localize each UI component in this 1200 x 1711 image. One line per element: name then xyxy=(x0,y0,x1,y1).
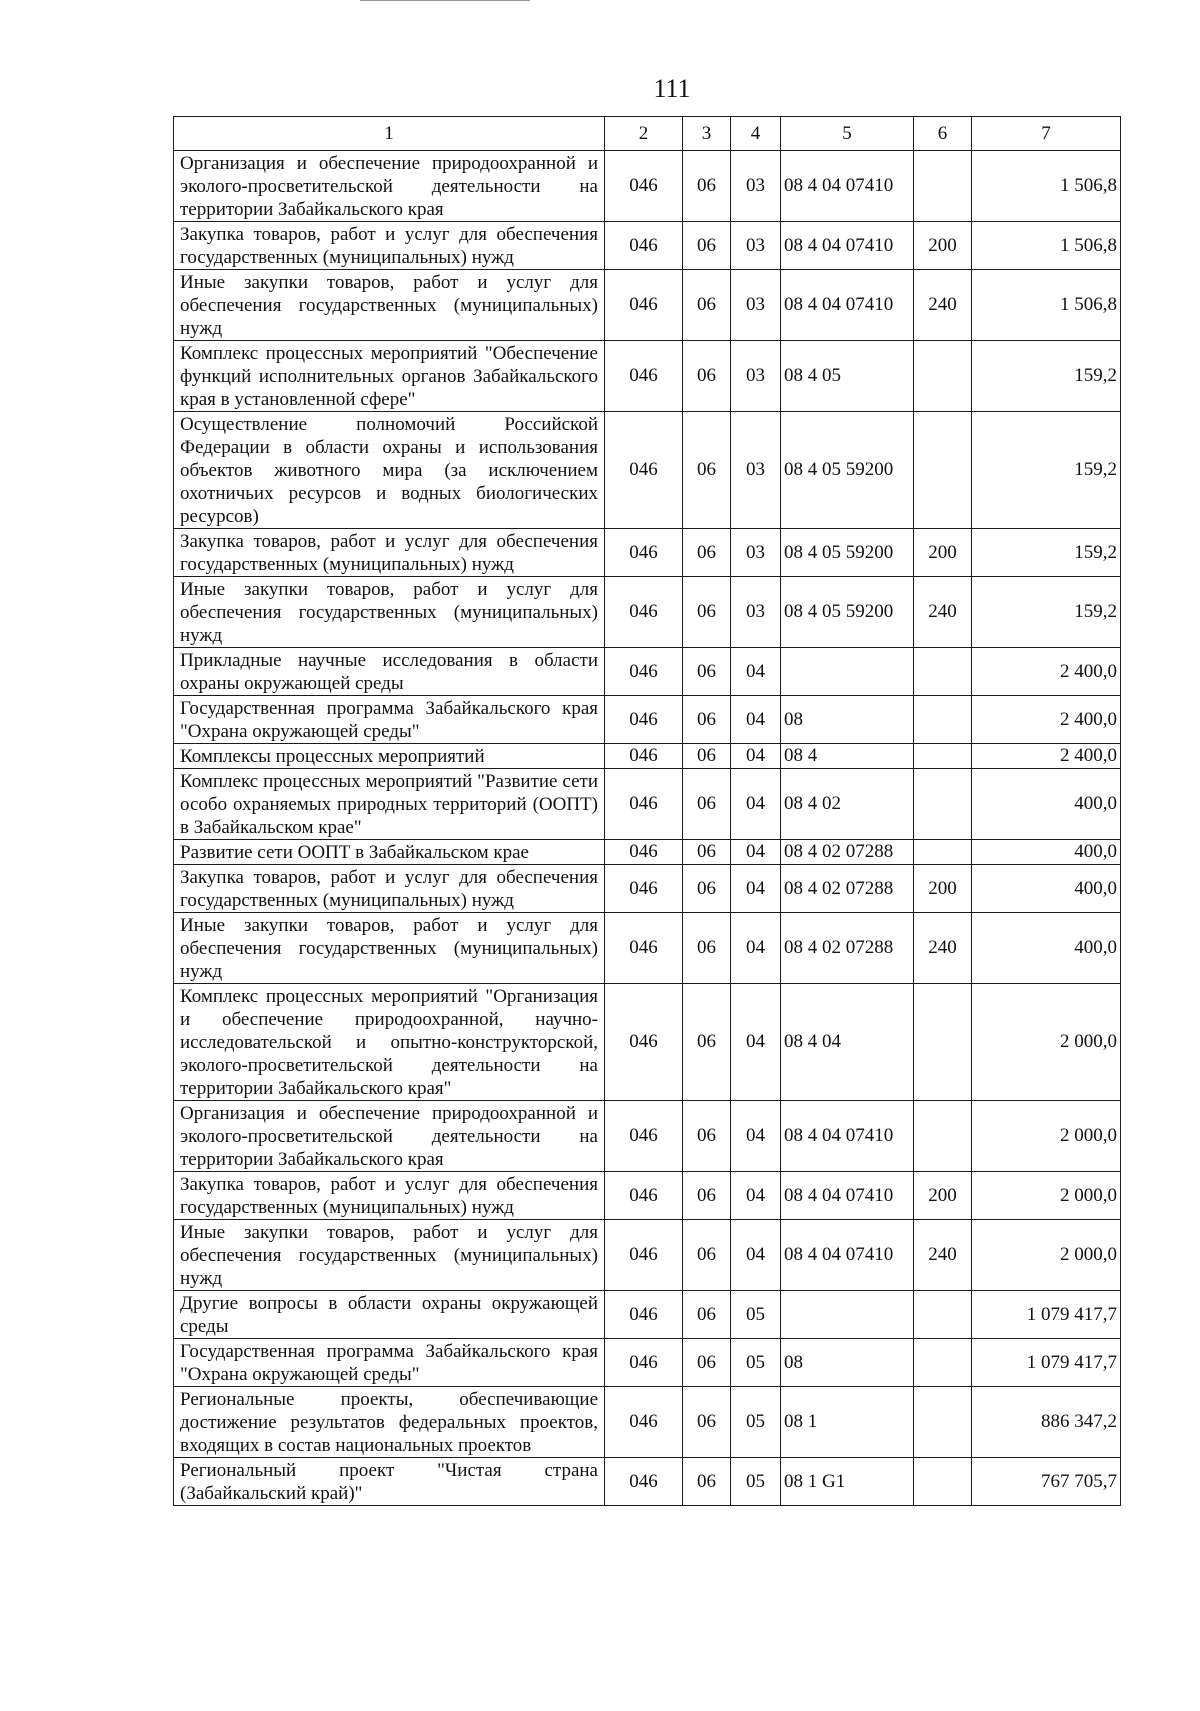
table-row xyxy=(174,1220,1121,1291)
row-admin-code-cell: 046 xyxy=(605,341,683,412)
row-section-cell: 06 xyxy=(683,1387,731,1458)
row-admin-code-cell: 046 xyxy=(605,222,683,270)
row-target-code-cell: 08 4 05 59200 xyxy=(781,577,914,648)
table-row xyxy=(174,913,1121,984)
table-row xyxy=(174,769,1121,840)
row-name-cell: Региональные проекты, обеспечивающие достижение результатов федеральных проектов, входящих в состав национальных проектов xyxy=(174,1387,605,1458)
row-admin-code-cell: 046 xyxy=(605,769,683,840)
row-subsection-cell: 04 xyxy=(731,744,781,769)
row-expense-type-cell xyxy=(914,1101,972,1172)
row-name-cell: Закупка товаров, работ и услуг для обеспечения государственных (муниципальных) нужд xyxy=(174,865,605,913)
row-expense-type-cell: 240 xyxy=(914,577,972,648)
row-name-cell: Осуществление полномочий Российской Федерации в области охраны и использования объектов животного мира (за исключением охотничьих ресурсов и водных биологических ресурсов) xyxy=(174,412,605,529)
row-subsection-cell: 03 xyxy=(731,222,781,270)
row-admin-code-cell: 046 xyxy=(605,1101,683,1172)
row-section-cell: 06 xyxy=(683,412,731,529)
header-col-5: 5 xyxy=(781,117,914,151)
row-name-cell: Региональный проект "Чистая страна (Забайкальский край)" xyxy=(174,1458,605,1506)
table-row xyxy=(174,648,1121,696)
row-admin-code-cell: 046 xyxy=(605,984,683,1101)
row-target-code-cell xyxy=(781,1291,914,1339)
row-target-code-cell: 08 4 02 07288 xyxy=(781,913,914,984)
header-col-7: 7 xyxy=(972,117,1121,151)
row-admin-code-cell: 046 xyxy=(605,270,683,341)
table-row xyxy=(174,1101,1121,1172)
row-expense-type-cell: 200 xyxy=(914,529,972,577)
row-target-code-cell: 08 4 xyxy=(781,744,914,769)
row-section-cell: 06 xyxy=(683,222,731,270)
row-admin-code-cell: 046 xyxy=(605,529,683,577)
row-subsection-cell: 05 xyxy=(731,1387,781,1458)
row-name-cell: Иные закупки товаров, работ и услуг для обеспечения государственных (муниципальных) нужд xyxy=(174,577,605,648)
row-subsection-cell: 03 xyxy=(731,577,781,648)
table-row xyxy=(174,341,1121,412)
row-section-cell: 06 xyxy=(683,577,731,648)
row-subsection-cell: 04 xyxy=(731,1101,781,1172)
row-name-cell: Организация и обеспечение природоохранной и эколого-просветительской деятельности на территории Забайкальского края xyxy=(174,1101,605,1172)
row-target-code-cell: 08 4 05 xyxy=(781,341,914,412)
row-target-code-cell: 08 4 04 07410 xyxy=(781,151,914,222)
row-admin-code-cell: 046 xyxy=(605,412,683,529)
table-row xyxy=(174,865,1121,913)
row-amount-cell: 2 000,0 xyxy=(972,1172,1121,1220)
row-amount-cell: 1 506,8 xyxy=(972,151,1121,222)
table-row xyxy=(174,1291,1121,1339)
budget-table-body xyxy=(174,117,1121,1506)
row-amount-cell: 2 400,0 xyxy=(972,744,1121,769)
row-section-cell: 06 xyxy=(683,769,731,840)
row-admin-code-cell: 046 xyxy=(605,1291,683,1339)
table-row xyxy=(174,529,1121,577)
row-amount-cell: 886 347,2 xyxy=(972,1387,1121,1458)
row-name-cell: Комплекс процессных мероприятий "Развитие сети особо охраняемых природных территорий (ООПТ) в Забайкальском крае" xyxy=(174,769,605,840)
row-target-code-cell: 08 4 02 07288 xyxy=(781,865,914,913)
row-expense-type-cell xyxy=(914,151,972,222)
row-amount-cell: 400,0 xyxy=(972,913,1121,984)
row-admin-code-cell: 046 xyxy=(605,1387,683,1458)
row-amount-cell: 159,2 xyxy=(972,341,1121,412)
row-subsection-cell: 03 xyxy=(731,151,781,222)
header-col-3: 3 xyxy=(683,117,731,151)
row-name-cell: Комплексы процессных мероприятий xyxy=(174,744,605,769)
row-subsection-cell: 05 xyxy=(731,1291,781,1339)
row-amount-cell: 2 000,0 xyxy=(972,1101,1121,1172)
row-name-cell: Государственная программа Забайкальского края "Охрана окружающей среды" xyxy=(174,1339,605,1387)
table-row xyxy=(174,696,1121,744)
table-row xyxy=(174,151,1121,222)
header-col-4: 4 xyxy=(731,117,781,151)
row-expense-type-cell: 240 xyxy=(914,1220,972,1291)
row-section-cell: 06 xyxy=(683,151,731,222)
row-section-cell: 06 xyxy=(683,341,731,412)
row-target-code-cell xyxy=(781,648,914,696)
row-amount-cell: 2 000,0 xyxy=(972,1220,1121,1291)
row-section-cell: 06 xyxy=(683,529,731,577)
row-amount-cell: 159,2 xyxy=(972,529,1121,577)
row-expense-type-cell xyxy=(914,696,972,744)
row-expense-type-cell xyxy=(914,1291,972,1339)
row-section-cell: 06 xyxy=(683,1172,731,1220)
row-expense-type-cell xyxy=(914,1458,972,1506)
row-expense-type-cell xyxy=(914,1339,972,1387)
table-row xyxy=(174,744,1121,769)
row-section-cell: 06 xyxy=(683,1291,731,1339)
row-target-code-cell: 08 xyxy=(781,1339,914,1387)
table-row xyxy=(174,984,1121,1101)
row-admin-code-cell: 046 xyxy=(605,696,683,744)
row-subsection-cell: 04 xyxy=(731,769,781,840)
row-target-code-cell: 08 4 04 07410 xyxy=(781,1220,914,1291)
row-name-cell: Иные закупки товаров, работ и услуг для обеспечения государственных (муниципальных) нужд xyxy=(174,270,605,341)
row-subsection-cell: 04 xyxy=(731,696,781,744)
row-subsection-cell: 04 xyxy=(731,913,781,984)
row-target-code-cell: 08 4 04 07410 xyxy=(781,1172,914,1220)
row-expense-type-cell xyxy=(914,984,972,1101)
row-name-cell: Организация и обеспечение природоохранной и эколого-просветительской деятельности на территории Забайкальского края xyxy=(174,151,605,222)
row-name-cell: Закупка товаров, работ и услуг для обеспечения государственных (муниципальных) нужд xyxy=(174,529,605,577)
row-name-cell: Комплекс процессных мероприятий "Организация и обеспечение природоохранной, научно-исследовательской и опытно-конструкторской, эколого-просветительской деятельности на территории Забайкальского края" xyxy=(174,984,605,1101)
row-expense-type-cell xyxy=(914,341,972,412)
row-amount-cell: 2 400,0 xyxy=(972,648,1121,696)
row-expense-type-cell: 240 xyxy=(914,270,972,341)
row-subsection-cell: 04 xyxy=(731,1172,781,1220)
row-amount-cell: 400,0 xyxy=(972,769,1121,840)
row-target-code-cell: 08 1 G1 xyxy=(781,1458,914,1506)
row-admin-code-cell: 046 xyxy=(605,1220,683,1291)
row-target-code-cell: 08 4 04 07410 xyxy=(781,222,914,270)
row-amount-cell: 159,2 xyxy=(972,577,1121,648)
row-section-cell: 06 xyxy=(683,984,731,1101)
row-subsection-cell: 03 xyxy=(731,412,781,529)
row-name-cell: Комплекс процессных мероприятий "Обеспечение функций исполнительных органов Забайкальского края в установленной сфере" xyxy=(174,341,605,412)
row-target-code-cell: 08 4 04 07410 xyxy=(781,270,914,341)
row-expense-type-cell: 200 xyxy=(914,222,972,270)
row-expense-type-cell xyxy=(914,840,972,865)
row-amount-cell: 2 400,0 xyxy=(972,696,1121,744)
row-subsection-cell: 05 xyxy=(731,1339,781,1387)
scan-edge-line xyxy=(360,0,530,1)
budget-table xyxy=(173,116,1121,1506)
table-header-row xyxy=(174,117,1121,151)
row-amount-cell: 1 506,8 xyxy=(972,222,1121,270)
row-amount-cell: 400,0 xyxy=(972,840,1121,865)
row-target-code-cell: 08 4 02 xyxy=(781,769,914,840)
row-subsection-cell: 05 xyxy=(731,1458,781,1506)
table-row xyxy=(174,577,1121,648)
table-row xyxy=(174,1387,1121,1458)
row-amount-cell: 159,2 xyxy=(972,412,1121,529)
table-row xyxy=(174,1339,1121,1387)
row-subsection-cell: 04 xyxy=(731,648,781,696)
table-row xyxy=(174,270,1121,341)
row-section-cell: 06 xyxy=(683,1458,731,1506)
row-name-cell: Прикладные научные исследования в области охраны окружающей среды xyxy=(174,648,605,696)
row-expense-type-cell xyxy=(914,648,972,696)
row-target-code-cell: 08 1 xyxy=(781,1387,914,1458)
row-name-cell: Государственная программа Забайкальского края "Охрана окружающей среды" xyxy=(174,696,605,744)
row-expense-type-cell: 200 xyxy=(914,1172,972,1220)
row-admin-code-cell: 046 xyxy=(605,577,683,648)
table-row xyxy=(174,412,1121,529)
row-amount-cell: 2 000,0 xyxy=(972,984,1121,1101)
row-section-cell: 06 xyxy=(683,648,731,696)
row-section-cell: 06 xyxy=(683,1220,731,1291)
header-col-6: 6 xyxy=(914,117,972,151)
row-admin-code-cell: 046 xyxy=(605,1458,683,1506)
row-expense-type-cell xyxy=(914,769,972,840)
page-number: 111 xyxy=(653,74,691,103)
row-name-cell: Иные закупки товаров, работ и услуг для обеспечения государственных (муниципальных) нужд xyxy=(174,1220,605,1291)
row-section-cell: 06 xyxy=(683,1339,731,1387)
row-amount-cell: 400,0 xyxy=(972,865,1121,913)
table-row xyxy=(174,840,1121,865)
row-admin-code-cell: 046 xyxy=(605,1339,683,1387)
row-subsection-cell: 03 xyxy=(731,341,781,412)
row-amount-cell: 1 506,8 xyxy=(972,270,1121,341)
row-target-code-cell: 08 xyxy=(781,696,914,744)
row-target-code-cell: 08 4 05 59200 xyxy=(781,529,914,577)
row-admin-code-cell: 046 xyxy=(605,840,683,865)
row-target-code-cell: 08 4 04 xyxy=(781,984,914,1101)
row-target-code-cell: 08 4 04 07410 xyxy=(781,1101,914,1172)
row-subsection-cell: 03 xyxy=(731,270,781,341)
table-row xyxy=(174,222,1121,270)
row-section-cell: 06 xyxy=(683,696,731,744)
row-admin-code-cell: 046 xyxy=(605,913,683,984)
row-section-cell: 06 xyxy=(683,840,731,865)
row-section-cell: 06 xyxy=(683,913,731,984)
row-admin-code-cell: 046 xyxy=(605,744,683,769)
row-target-code-cell: 08 4 05 59200 xyxy=(781,412,914,529)
row-name-cell: Закупка товаров, работ и услуг для обеспечения государственных (муниципальных) нужд xyxy=(174,222,605,270)
row-admin-code-cell: 046 xyxy=(605,1172,683,1220)
row-expense-type-cell xyxy=(914,744,972,769)
row-name-cell: Закупка товаров, работ и услуг для обеспечения государственных (муниципальных) нужд xyxy=(174,1172,605,1220)
row-admin-code-cell: 046 xyxy=(605,648,683,696)
row-amount-cell: 767 705,7 xyxy=(972,1458,1121,1506)
row-target-code-cell: 08 4 02 07288 xyxy=(781,840,914,865)
row-subsection-cell: 04 xyxy=(731,1220,781,1291)
table-row xyxy=(174,1172,1121,1220)
row-subsection-cell: 04 xyxy=(731,984,781,1101)
row-amount-cell: 1 079 417,7 xyxy=(972,1339,1121,1387)
row-section-cell: 06 xyxy=(683,1101,731,1172)
row-expense-type-cell: 240 xyxy=(914,913,972,984)
row-name-cell: Другие вопросы в области охраны окружающей среды xyxy=(174,1291,605,1339)
header-col-1: 1 xyxy=(174,117,605,151)
row-section-cell: 06 xyxy=(683,270,731,341)
row-name-cell: Иные закупки товаров, работ и услуг для обеспечения государственных (муниципальных) нужд xyxy=(174,913,605,984)
row-section-cell: 06 xyxy=(683,744,731,769)
row-name-cell: Развитие сети ООПТ в Забайкальском крае xyxy=(174,840,605,865)
row-admin-code-cell: 046 xyxy=(605,151,683,222)
row-subsection-cell: 04 xyxy=(731,840,781,865)
row-subsection-cell: 03 xyxy=(731,529,781,577)
header-col-2: 2 xyxy=(605,117,683,151)
row-expense-type-cell: 200 xyxy=(914,865,972,913)
table-row xyxy=(174,1458,1121,1506)
row-expense-type-cell xyxy=(914,1387,972,1458)
row-amount-cell: 1 079 417,7 xyxy=(972,1291,1121,1339)
row-admin-code-cell: 046 xyxy=(605,865,683,913)
row-expense-type-cell xyxy=(914,412,972,529)
row-subsection-cell: 04 xyxy=(731,865,781,913)
row-section-cell: 06 xyxy=(683,865,731,913)
